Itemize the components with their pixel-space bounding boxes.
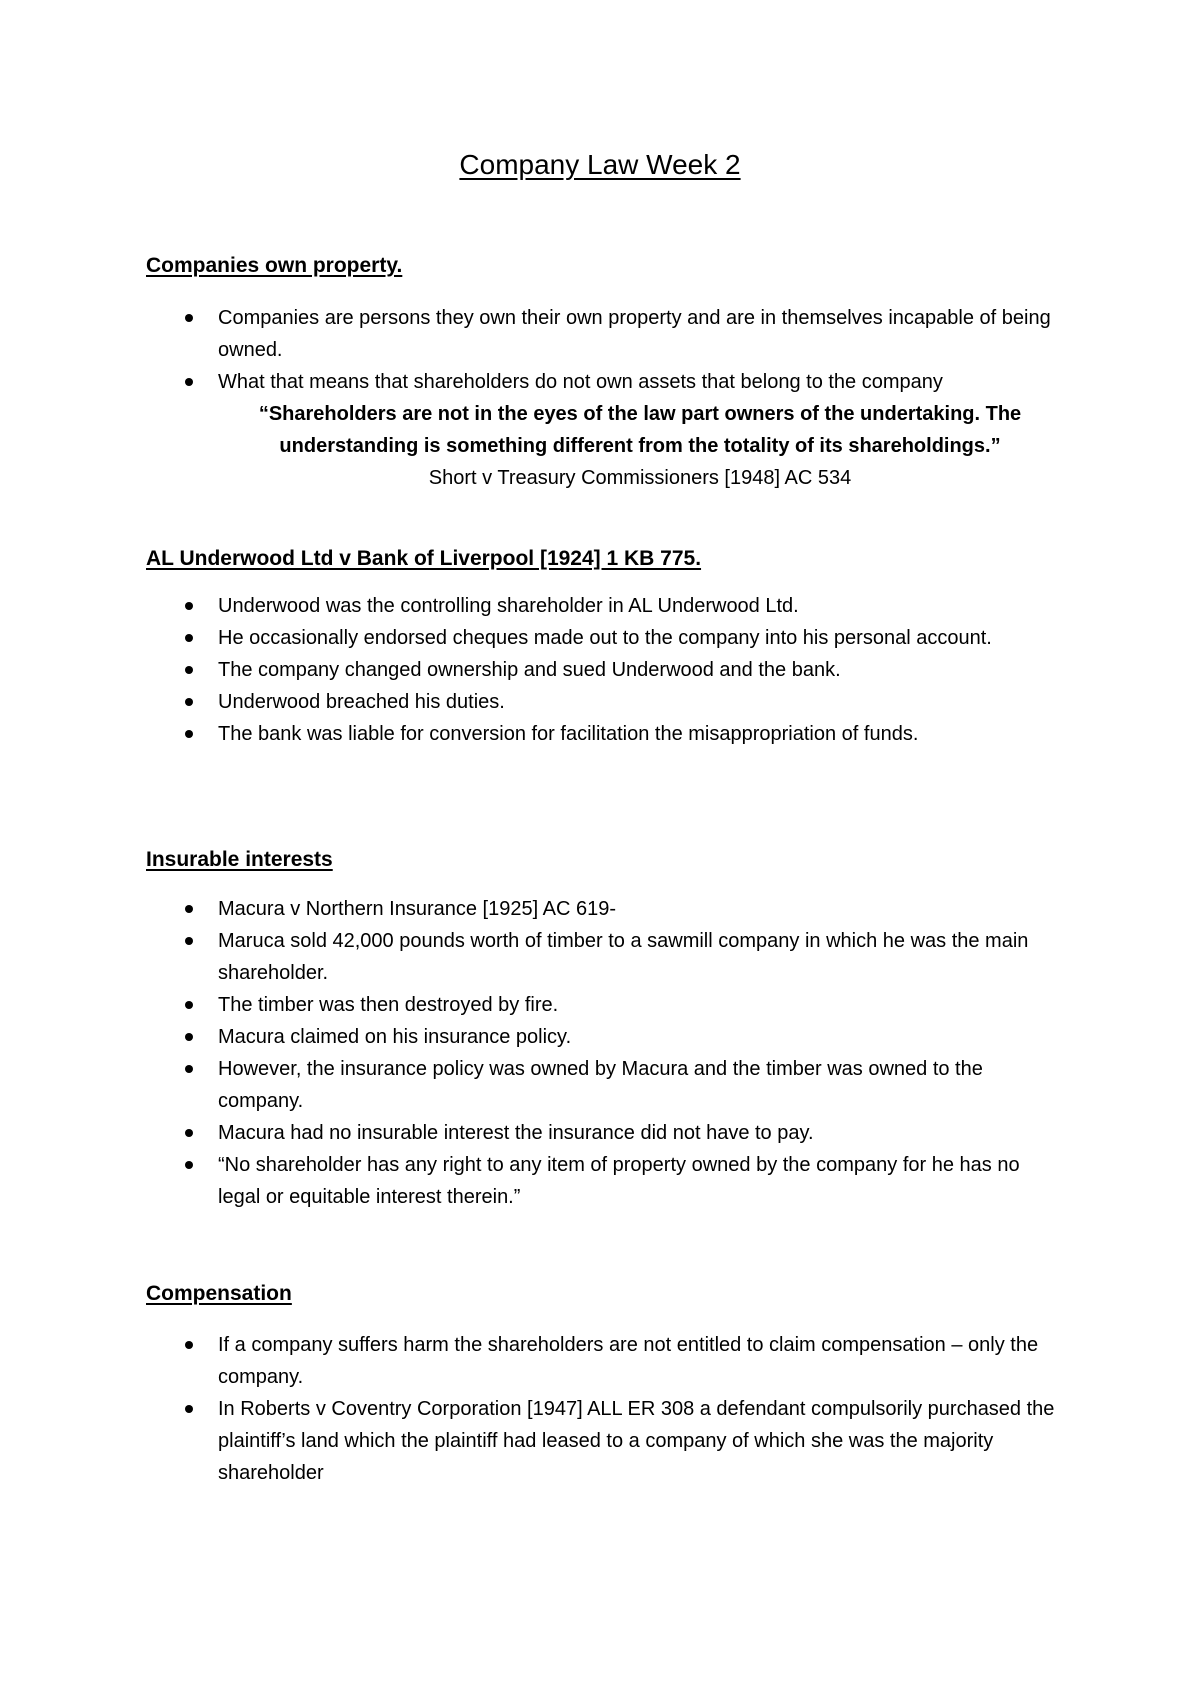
list-item: Maruca sold 42,000 pounds worth of timber to a sawmill company in which he was the main shareholder.	[0, 925, 1058, 989]
list-item: What that means that shareholders do not own assets that belong to the company	[0, 366, 1058, 398]
quote-block	[190, 398, 1090, 494]
list-item: “No shareholder has any right to any item of property owned by the company for he has no legal or equitable interest therein.”	[0, 1149, 1058, 1213]
list-item: Companies are persons they own their own property and are in themselves incapable of being owned.	[0, 302, 1058, 366]
bullet-icon	[185, 602, 193, 610]
bullet-list-al-underwood	[0, 590, 1200, 750]
bullet-icon	[185, 937, 193, 945]
bullet-icon	[185, 1161, 193, 1169]
list-item: The bank was liable for conversion for facilitation the misappropriation of funds.	[0, 718, 1058, 750]
bullet-icon	[185, 730, 193, 738]
list-item: He occasionally endorsed cheques made out to the company into his personal account.	[0, 622, 1058, 654]
list-item: Underwood breached his duties.	[0, 686, 1058, 718]
bullet-icon	[185, 1065, 193, 1073]
list-item: However, the insurance policy was owned by Macura and the timber was owned to the company.	[0, 1053, 1058, 1117]
section-heading-al-underwood: AL Underwood Ltd v Bank of Liverpool [1924] 1 KB 775.	[146, 547, 702, 570]
bullet-icon	[185, 698, 193, 706]
bullet-icon	[185, 1033, 193, 1041]
bullet-icon	[185, 378, 193, 386]
page-title: Company Law Week 2	[459, 149, 741, 180]
quote-citation: Short v Treasury Commissioners [1948] AC 534	[428, 467, 852, 489]
bullet-list-companies-own-property	[0, 302, 1200, 398]
bullet-icon	[185, 905, 193, 913]
list-item: The company changed ownership and sued Underwood and the bank.	[0, 654, 1058, 686]
list-item: Macura claimed on his insurance policy.	[0, 1021, 1058, 1053]
list-item: Macura v Northern Insurance [1925] AC 619-	[0, 893, 1058, 925]
bullet-icon	[185, 1129, 193, 1137]
bullet-icon	[185, 314, 193, 322]
list-item: If a company suffers harm the shareholders are not entitled to claim compensation – only the company.	[0, 1329, 1058, 1393]
bullet-icon	[185, 634, 193, 642]
bullet-icon	[185, 1405, 193, 1413]
bullet-icon	[185, 666, 193, 674]
list-item: Underwood was the controlling shareholder in AL Underwood Ltd.	[0, 590, 1058, 622]
bullet-icon	[185, 1001, 193, 1009]
list-item: Macura had no insurable interest the insurance did not have to pay.	[0, 1117, 1058, 1149]
list-item: The timber was then destroyed by fire.	[0, 989, 1058, 1021]
bullet-list-insurable-interests	[0, 893, 1200, 1213]
section-heading-compensation: Compensation	[146, 1282, 292, 1305]
list-item: In Roberts v Coventry Corporation [1947] ALL ER 308 a defendant compulsorily purchased the plaintiff’s land which the plaintiff had leased to a company of which she was the majority shareholder	[0, 1393, 1058, 1489]
bullet-icon	[185, 1341, 193, 1349]
section-heading-companies-own-property: Companies own property.	[146, 254, 403, 277]
quote-text: “Shareholders are not in the eyes of the law part owners of the undertaking. The understanding is something different from the totality of its shareholdings.”	[258, 403, 1022, 457]
bullet-list-compensation	[0, 1329, 1200, 1489]
section-heading-insurable-interests: Insurable interests	[146, 848, 333, 871]
